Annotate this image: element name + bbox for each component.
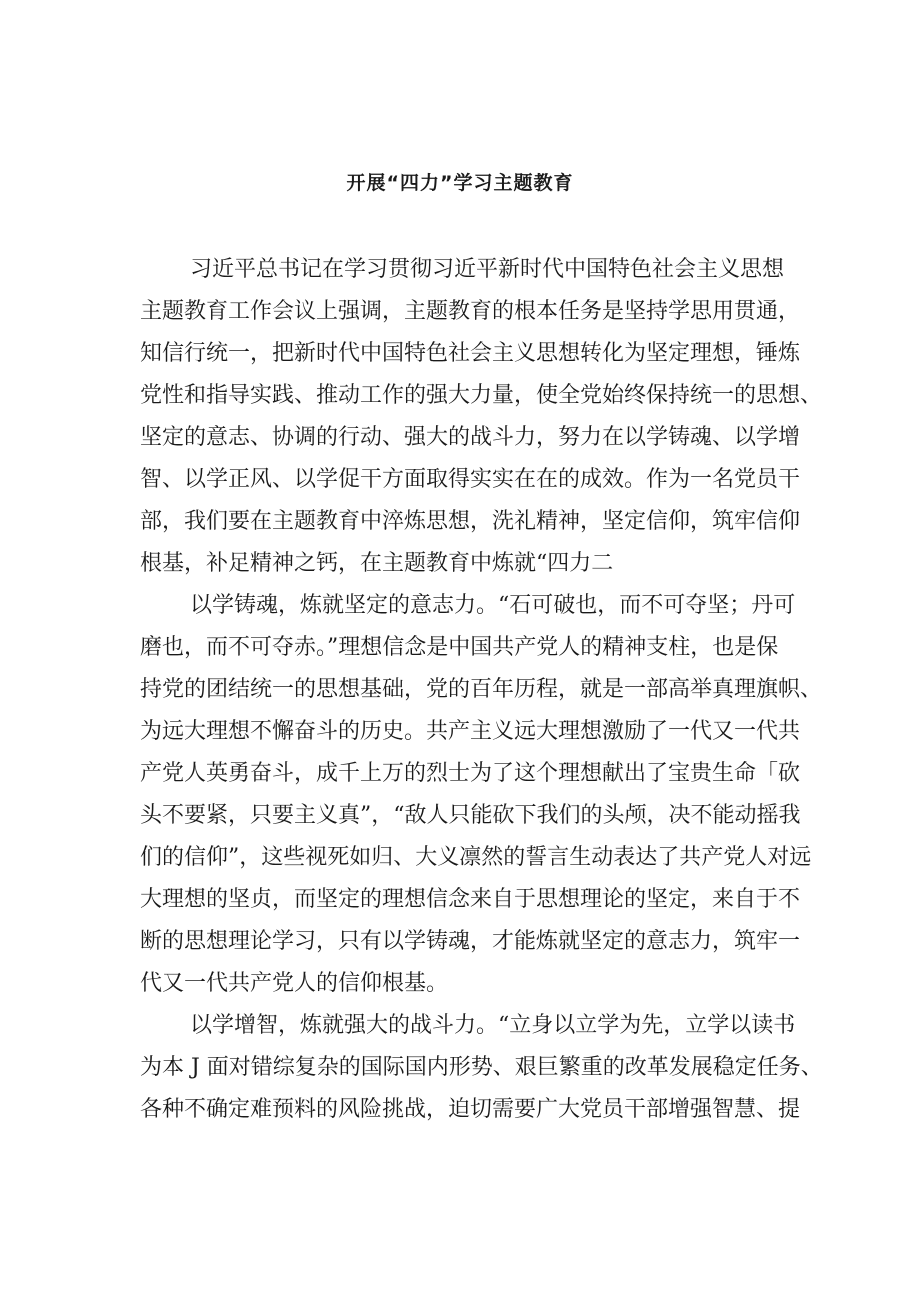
paragraph-2-line-6: 头不要紧，只要主义真”，“敌人只能砍下我们的头颅，决不能动摇我 [140, 803, 801, 828]
paragraph-3-line-2: 为本 J 面对错综复杂的国际国内形势、艰巨繁重的改革发展稳定任务、 [140, 1055, 823, 1080]
paragraph-3-line-3: 各种不确定难预料的风险挑战，迫切需要广大党员干部增强智慧、提 [140, 1097, 801, 1122]
paragraph-1-line-3: 知信行统一，把新时代中国特色社会主义思想转化为坚定理想，锤炼 [140, 341, 801, 366]
paragraph-2-line-2: 磨也，而不可夺赤。”理想信念是中国共产党人的精神支柱，也是保 [140, 635, 779, 660]
paragraph-1-line-1: 习近平总书记在学习贯彻习近平新时代中国特色社会主义思想 [190, 257, 785, 282]
paragraph-1-line-2: 主题教育工作会议上强调，主题教育的根本任务是坚持学思用贯通， [140, 299, 801, 324]
document-title: 开展“四力”学习主题教育 [346, 172, 574, 194]
paragraph-1-line-7: 部，我们要在主题教育中淬炼思想，洗礼精神，坚定信仰，筑牢信仰 [140, 509, 801, 534]
paragraph-2-line-4: 为远大理想不懈奋斗的历史。共产主义远大理想激励了一代又一代共 [140, 719, 801, 744]
paragraph-2-line-1: 以学铸魂，炼就坚定的意志力。“石可破也，而不可夺坚；丹可 [190, 593, 796, 618]
paragraph-2-line-10: 代又一代共产党人的信仰根基。 [140, 971, 449, 996]
paragraph-2-line-5: 产党人英勇奋斗，成千上万的烈士为了这个理想献出了宝贵生命「砍 [140, 761, 801, 786]
paragraph-2-line-7: 们的信仰”，这些视死如归、大义凛然的誓言生动表达了共产党人对远 [140, 845, 812, 870]
paragraph-1-line-8: 根基，补足精神之钙，在主题教育中炼就“四力二 [140, 551, 614, 576]
paragraph-1-line-4: 党性和指导实践、推动工作的强大力量，使全党始终保持统一的思想、 [140, 383, 823, 408]
paragraph-1-line-5: 坚定的意志、协调的行动、强大的战斗力，努力在以学铸魂、以学增 [140, 425, 801, 450]
paragraph-2-line-8: 大理想的坚贞，而坚定的理想信念来自于思想理论的坚定，来自于不 [140, 887, 801, 912]
paragraph-1-line-6: 智、以学正风、以学促干方面取得实实在在的成效。作为一名党员干 [140, 467, 801, 492]
paragraph-2-line-9: 断的思想理论学习，只有以学铸魂，才能炼就坚定的意志力，筑牢一 [140, 929, 801, 954]
paragraph-3-line-1: 以学增智，炼就强大的战斗力。“立身以立学为先，立学以读书 [190, 1013, 796, 1038]
paragraph-2-line-3: 持党的团结统一的思想基础，党的百年历程，就是一部高举真理旗帜、 [140, 677, 823, 702]
